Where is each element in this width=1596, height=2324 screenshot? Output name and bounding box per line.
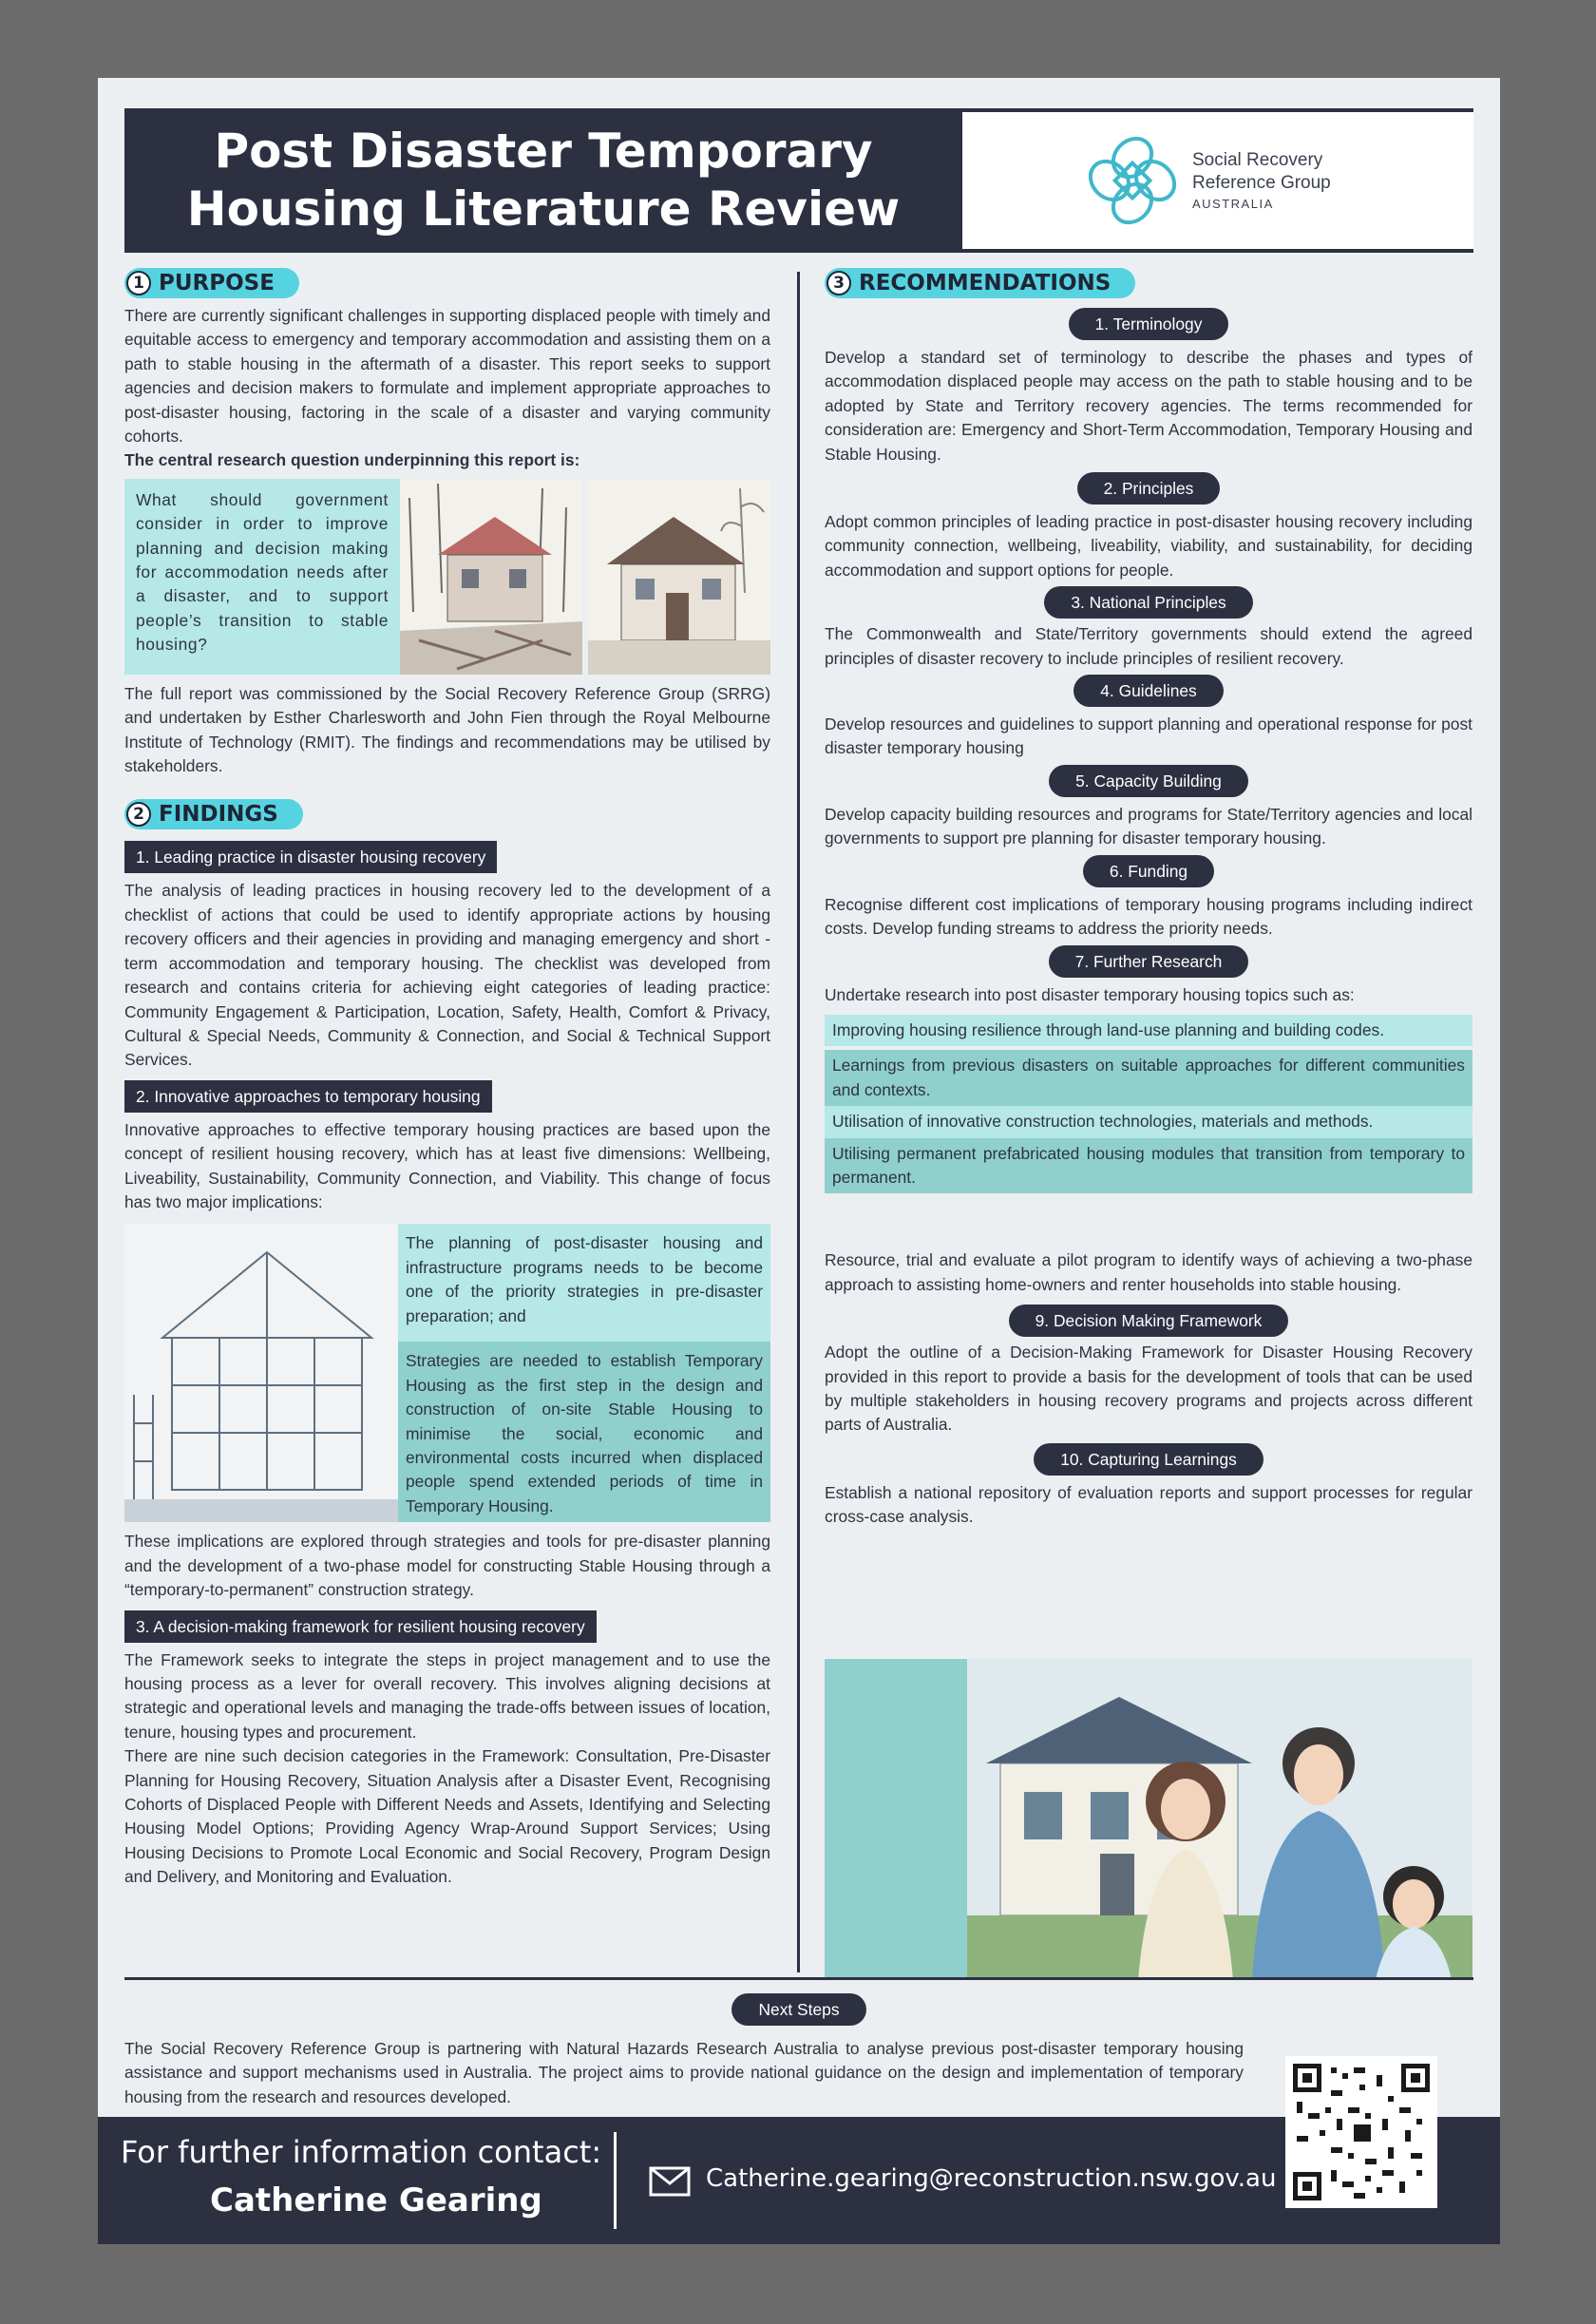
rec-2-tag: 2. Principles: [1077, 472, 1221, 505]
rec-7-text: Undertake research into post disaster temporary housing topics such as:: [825, 984, 1355, 1004]
research-question: What should government consider in order to improve planning and decision making for accommodation needs after a disaster, and to support people’s transition to stable housing?: [124, 479, 400, 675]
rec-6-tag: 6. Funding: [1083, 855, 1214, 887]
construction-frame-illustration: [124, 1224, 398, 1522]
teal-panel: [825, 1659, 967, 1980]
section-number: 2: [126, 802, 151, 827]
implications-row: [124, 1224, 770, 1522]
qr-code[interactable]: [1285, 2056, 1437, 2208]
research-topic: Learnings from previous disasters on suitable approaches for different communities and contexts.: [825, 1050, 1472, 1106]
section-divider: [124, 1977, 1473, 1980]
section-title: PURPOSE: [159, 271, 275, 295]
family-house-illustration: [967, 1659, 1472, 1980]
rec-3-tag: 3. National Principles: [1044, 586, 1252, 619]
next-steps-text: The Social Recovery Reference Group is partnering with Natural Hazards Research Australia to analyse previous post-disaster temporary housing assistance and support mechanisms used in Australia. The project aims to provide national guidance on the design and implementation of temporary housing from the research and resources developed.: [124, 2039, 1244, 2106]
purpose-intro: There are currently significant challenges in supporting displaced people with timely and equitable access to emergency and temporary accommodation and assisting them on a path to stable housing in the aftermath of a disaster. This report seeks to support agencies and decision makers to formulate and implement appropriate approaches to post-disaster housing, factoring in the scale of a disaster and varying community cohorts.: [124, 306, 770, 447]
rec-10-tag: 10. Capturing Learnings: [1034, 1443, 1264, 1476]
column-divider: [797, 272, 800, 1972]
finding-3-tag: 3. A decision-making framework for resilient housing recovery: [124, 1610, 597, 1643]
rec-7-tag: 7. Further Research: [1049, 945, 1249, 978]
finding-1-tag: 1. Leading practice in disaster housing recovery: [124, 841, 497, 873]
rec-5-tag: 5. Capacity Building: [1049, 765, 1248, 797]
rec-9-text: Adopt the outline of a Decision-Making Framework for Disaster Housing Recovery provided in this report to provide a basis for the development of tools that can be used by multiple stakeholders in housing recovery programs and projects across different parts of Australia.: [825, 1343, 1472, 1435]
rec-9-tag: 9. Decision Making Framework: [1009, 1305, 1289, 1337]
research-topic: Improving housing resilience through land-use planning and building codes.: [825, 1015, 1472, 1046]
finding-2-tag: 2. Innovative approaches to temporary housing: [124, 1080, 492, 1113]
research-topics-list: [825, 1015, 1472, 1193]
rec-1-tag: 1. Terminology: [1069, 308, 1229, 340]
mail-icon: [649, 2166, 691, 2197]
next-steps-tag: Next Steps: [732, 1993, 865, 2026]
section-number: 1: [126, 271, 151, 295]
logo-line-1: Social Recovery: [1192, 150, 1323, 171]
logo-line-2: Reference Group: [1192, 172, 1331, 193]
section-number: 3: [826, 271, 851, 295]
implications-list: [398, 1224, 770, 1522]
logo: [962, 112, 1473, 249]
rec-8-text: Resource, trial and evaluate a pilot program to identify ways of achieving a two-phase approach to assisting home-owners and renter households into stable housing.: [825, 1250, 1472, 1294]
finding-1-text: The analysis of leading practices in housing recovery led to the development of a checklist of actions that could be used to identify appropriate actions by housing recovery officers and their agencies in providing and managing emergency and short - term accommodation and temporary housing. The checklist was developed from research and contains criteria for achieving eight categories of leading practice: Community Engagement & Participation, Location, Safety, Health, Comfort & Privacy, Cultural & Special Needs, Community & Connection, and Social & Technical Support Services.: [124, 881, 770, 1070]
implications-followup: These implications are explored through strategies and tools for pre-disaster planning and the development of a two-phase model for constructing Stable Housing through a “temporary-to-permanent” construction strategy.: [124, 1532, 770, 1600]
footer-divider: [614, 2132, 617, 2229]
header: [124, 108, 1473, 253]
rec-5-text: Develop capacity building resources and programs for State/Territory agencies and local governments to support pre planning for disaster temporary housing.: [825, 804, 1472, 848]
contact-label: For further information contact:: [121, 2134, 602, 2170]
research-topic: Utilising permanent prefabricated housing modules that transition from temporary to permanent.: [825, 1138, 1472, 1194]
implication-2: [398, 1342, 770, 1522]
poster: [98, 78, 1500, 2244]
rec-10-text: Establish a national repository of evaluation reports and support processes for regular cross-case analysis.: [825, 1482, 1472, 1527]
research-topic: Utilisation of innovative construction technologies, materials and methods.: [825, 1106, 1472, 1137]
left-column: [124, 268, 770, 1890]
finding-2-text: Innovative approaches to effective temporary housing practices are based upon the concept of resilient housing recovery, which has at least five dimensions: Wellbeing, Liveability, Sustainability, Community Connection, and Viability. This change of focus has two major implications:: [124, 1119, 770, 1211]
family-illustration-block: [825, 1659, 1472, 1980]
logo-text: [1192, 149, 1331, 212]
logo-line-3: AUSTRALIA: [1192, 196, 1274, 211]
recommendations-heading: [825, 268, 1135, 298]
restored-house-illustration: [588, 479, 770, 675]
question-row: [124, 479, 770, 675]
finding-3-text-1: The Framework seeks to integrate the steps in project management and to use the housing process as a lever for overall recovery. This involves aligning decisions at strategic and operational levels and managing the trade-offs between issues of location, tenure, housing types and procurement.: [124, 1649, 770, 1742]
rec-4-tag: 4. Guidelines: [1074, 675, 1224, 707]
right-column: [825, 268, 1472, 1530]
section-title: RECOMMENDATIONS: [859, 271, 1112, 295]
rec-4-text: Develop resources and guidelines to support planning and operational response for post disaster temporary housing: [825, 714, 1472, 758]
next-steps-header: [124, 1993, 1473, 2026]
findings-heading: [124, 799, 303, 829]
contact-name: Catherine Gearing: [210, 2181, 542, 2219]
rec-1-text: Develop a standard set of terminology to describe the phases and types of accommodation displaced people may access on the path to stable housing and to be adopted by State and Territory recovery agencies. The terms recommended for consideration are: Emergency and Short-Term Accommodation, Temporary Housing and Stable Housing.: [825, 348, 1472, 464]
contact-email[interactable]: Catherine.gearing@reconstruction.nsw.gov.au: [706, 2164, 1277, 2193]
ruined-house-illustration: [400, 479, 582, 675]
implication-2-text: Strategies are needed to establish Temporary Housing as the first step in the design and construction of on-site Stable Housing to minimise the social, economic and environmental costs incurred when displaced people spend extended periods of time in Temporary Housing.: [406, 1351, 763, 1515]
knot-logo-icon: [1086, 131, 1179, 230]
implication-1: [398, 1224, 770, 1342]
finding-3-text-2: There are nine such decision categories in the Framework: Consultation, Pre-Disaster Planning for Housing Recovery, Situation Analysis after a Disaster Event, Recognising Cohorts of Displaced People with Different Needs and Assets, Identifying and Selecting Housing Model Options; Providing Agency Wrap-Around Support Services; Using Housing Decisions to Promote Local Economic and Social Recovery, Program Design and Delivery, and Monitoring and Evaluation.: [124, 1746, 770, 1887]
rec-3-text: The Commonwealth and State/Territory governments should extend the agreed principles of disaster recovery to include principles of resilient recovery.: [825, 624, 1472, 668]
section-title: FINDINGS: [159, 802, 278, 828]
commission-text: The full report was commissioned by the Social Recovery Reference Group (SRRG) and undertaken by Esther Charlesworth and John Fien through the Royal Melbourne Institute of Technology (RMIT). The findings and recommendations may be utilised by stakeholders.: [124, 683, 770, 776]
rec-6-text: Recognise different cost implications of temporary housing programs including indirect costs. Develop funding streams to address the priority needs.: [825, 894, 1472, 939]
implication-1-text: The planning of post-disaster housing and infrastructure programs needs to be become one of the priority strategies in pre-disaster preparation; and: [406, 1233, 763, 1325]
page-title: Post Disaster Temporary Housing Literature Review: [124, 112, 962, 249]
rec-2-text: Adopt common principles of leading practice in post-disaster housing recovery including community connection, wellbeing, liveability, viability, and sustainability, for deciding accommodation and support options for people.: [825, 512, 1472, 580]
question-lead: The central research question underpinning this report is:: [124, 450, 580, 470]
purpose-heading: [124, 268, 299, 298]
